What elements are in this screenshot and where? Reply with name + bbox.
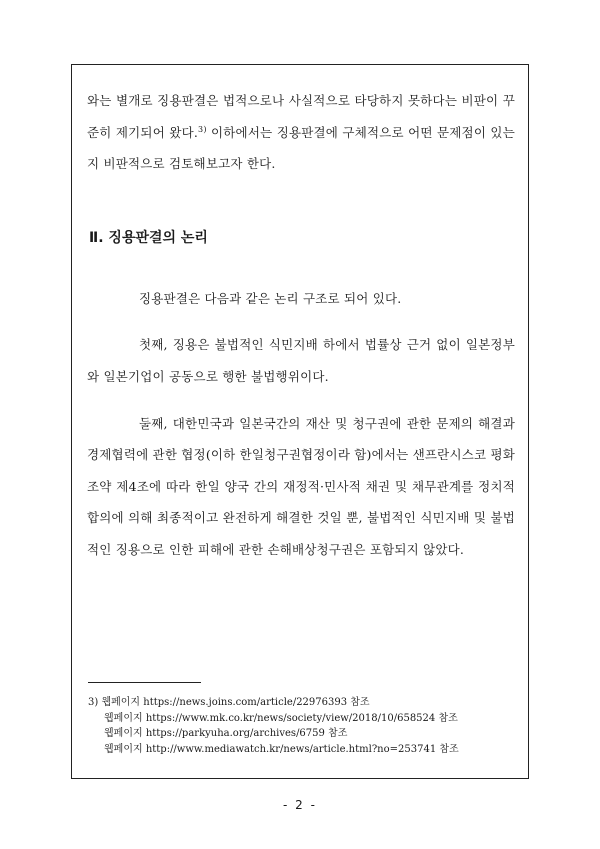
intro-text-after-note: 이하에서는 징용판결에 구체적으로 어떤 문제점이 있는지 비판적으로 검토해보고자 한다. (87, 124, 515, 172)
intro-text-before-note: 와는 별개로 징용판결은 법적으로나 사실적으로 타당하지 못하다는 비판이 꾸준히 제기되어 왔다. (87, 93, 515, 140)
footnote-divider (88, 682, 201, 683)
footnote-line: 웹페이지 https://parkyuha.org/archives/6759 참조 (104, 728, 348, 739)
section-heading: Ⅱ. 징용판결의 논리 (89, 229, 208, 246)
paragraph-second-point: 둘째, 대한민국과 일본국간의 재산 및 청구권에 관한 문제의 해결과 경제협력에 관한 협정(이하 한일청구권협정이라 함)에서는 샌프란시스코 평화조약 제4조에 따라 한일 양국 간의 재정적·민사적 채권 및 채무관계를 정치적 합의에 의해 최종적이고 완전하게 해결한 것일 뿐, 불법적인 식민지배 및 불법적인 징용으로 인한 피해에 관한 손해배상청구권은 포함되지 않았다. (87, 415, 515, 557)
body-content (87, 85, 515, 566)
paragraph-first-point: 첫째, 징용은 불법적인 식민지배 하에서 법률상 근거 없이 일본정부와 일본기업이 공동으로 행한 불법행위이다. (87, 337, 515, 384)
footnote-line: 웹페이지 https://www.mk.co.kr/news/society/view/2018/10/658524 참조 (104, 712, 458, 724)
footnote-marker[interactable]: 3) (198, 124, 207, 134)
page-frame (71, 64, 529, 779)
footnotes (88, 695, 518, 757)
intro-paragraph (87, 85, 515, 180)
paragraph-structure: 징용판결은 다음과 같은 논리 구조로 되어 있다. (139, 290, 402, 306)
footnote-line: 3) 웹페이지 https://news.joins.com/article/22976393 참조 (88, 697, 370, 708)
footnote-line: 웹페이지 http://www.mediawatch.kr/news/article.html?no=253741 참조 (104, 743, 459, 755)
page-number: - 2 - (283, 798, 317, 812)
